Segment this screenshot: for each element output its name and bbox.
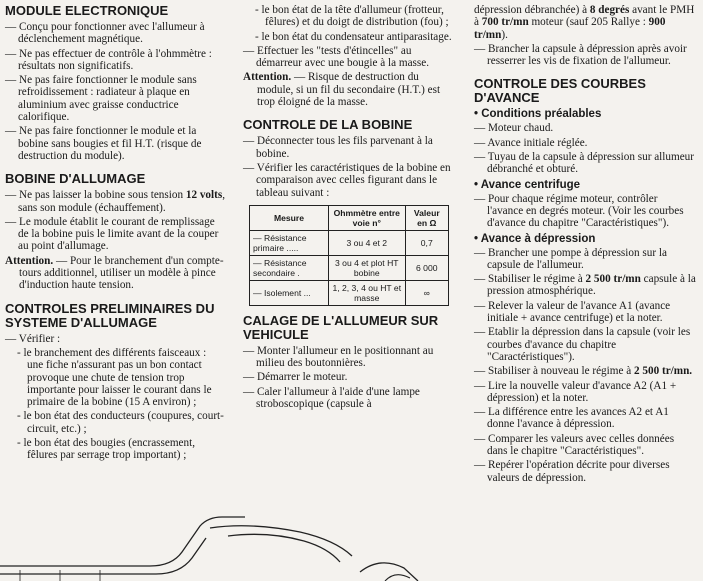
paragraph: — Stabiliser le régime à 2 500 tr/mn capsule à la pression atmosphérique. bbox=[474, 273, 696, 298]
paragraph: — Tuyau de la capsule à dépression sur allumeur débranché et obturé. bbox=[474, 151, 694, 176]
table-header: Mesure bbox=[250, 205, 329, 230]
paragraph: — Repérer l'opération décrite pour diverses valeurs de dépression. bbox=[474, 459, 670, 484]
table-cell: — Résistance secondaire . bbox=[250, 255, 329, 280]
paragraph: — Démarrer le moteur. bbox=[243, 371, 348, 384]
paragraph: — Pour chaque régime moteur, contrôler l'avance en degrés moteur. (Voir les courbes d'avance du chapitre "Caractéristiques"). bbox=[474, 192, 684, 230]
paragraph: — Monter l'allumeur en le positionnant au milieu des boutonnières. bbox=[243, 344, 434, 370]
column-2 bbox=[243, 4, 457, 412]
paragraph: — Moteur chaud. bbox=[474, 122, 554, 135]
paragraph: — Ne pas faire fonctionner le module sans refroidissement : radiateur à plaque en aluminium avec graisse conductrice calorifique. bbox=[5, 74, 197, 124]
paragraph: — Ne pas laisser la bobine sous tension 12 volts, sans son module (échauffement). bbox=[5, 189, 225, 214]
paragraph: — Le module établit le courant de remplissage de la bobine puis le limite avant de la couper au point d'allumage. bbox=[5, 215, 219, 253]
table-cell: — Isolement ... bbox=[250, 280, 329, 305]
sub-item: - le bon état du condensateur antiparasitage. bbox=[255, 30, 452, 43]
sub-item: - le bon état des bougies (encrassement, fêlures par serrage trop important) ; bbox=[17, 437, 196, 462]
paragraph: — Ne pas faire fonctionner le module et la bobine sans bougies et fil H.T. (risque de destruction du module). bbox=[5, 125, 202, 162]
paragraph: — Déconnecter tous les fils parvenant à la bobine. bbox=[243, 135, 433, 160]
heading-calage-allumeur: CALAGE DE L'ALLUMEUR SUR VEHICULE bbox=[243, 312, 439, 342]
paragraph: — La différence entre les avances A2 et A1 donne l'avance à dépression. bbox=[474, 406, 669, 431]
column-3 bbox=[474, 4, 696, 486]
paragraph: — Avance initiale réglée. bbox=[474, 136, 588, 149]
table-cell: 1, 2, 3, 4 ou HT et masse bbox=[329, 280, 406, 305]
heading-controles-preliminaires: CONTROLES PRELIMINAIRES DU SYSTEME D'ALLUMAGE bbox=[5, 300, 215, 330]
table-cell: 3 ou 4 et 2 bbox=[329, 230, 406, 255]
paragraph: — Relever la valeur de l'avance A1 (avance initiale + avance centrifuge) et la noter. bbox=[474, 299, 671, 325]
heading-bobine-allumage: BOBINE D'ALLUMAGE bbox=[5, 171, 146, 187]
column-1 bbox=[5, 4, 225, 464]
heading-controle-bobine: CONTROLE DE LA BOBINE bbox=[243, 117, 413, 133]
bullet-heading: • Avance à dépression bbox=[474, 232, 596, 245]
sub-item: - le bon état des conducteurs (coupures, court-circuit, etc.) ; bbox=[17, 410, 224, 435]
paragraph: — Brancher la capsule à dépression après avoir resserrer les vis de fixation de l'allumeur. bbox=[474, 42, 687, 68]
attention-note: Attention. — Risque de destruction du module, si un fil du secondaire (H.T.) est trop éloigné de la masse. bbox=[243, 71, 441, 109]
table-cell: ∞ bbox=[405, 280, 448, 305]
table-row bbox=[250, 280, 449, 305]
paragraph: — Caler l'allumeur à l'aide d'une lampe stroboscopique (capsule à bbox=[243, 385, 420, 411]
paragraph: — Effectuer les "tests d'étincelles" au démarreur avec une bougie à la masse. bbox=[243, 44, 430, 70]
paragraph: — Lire la nouvelle valeur d'avance A2 (A1 + dépression) et la noter. bbox=[474, 379, 677, 404]
paragraph: — Stabiliser à nouveau le régime à 2 500 tr/mn. bbox=[474, 365, 693, 378]
paragraph-continued: dépression débranchée) à 8 degrés avant le PMH à 700 tr/mn moteur (sauf 205 Rallye : 900 tr/mn). bbox=[474, 4, 695, 41]
paragraph: — Vérifier les caractéristiques de la bobine en comparaison avec celles figurant dans le tableau suivant : bbox=[243, 161, 451, 199]
paragraph: — Comparer les valeurs avec celles données dans le chapitre "Caractéristiques". bbox=[474, 432, 675, 458]
sub-item: - le branchement des différents faisceaux : une fiche n'assurant pas un bon contact provoque une chute de tension trop importante pour laisser le courant dans le primaire de la bobine (15 A environ) ; bbox=[17, 346, 212, 409]
paragraph: — Brancher une pompe à dépression sur la capsule de l'allumeur. bbox=[474, 246, 667, 271]
table-header: Valeur en Ω bbox=[405, 205, 448, 230]
paragraph: — Conçu pour fonctionner avec l'allumeur à déclenchement magnétique. bbox=[5, 21, 205, 46]
coil-spec-table bbox=[249, 205, 449, 306]
table-cell: 0,7 bbox=[405, 230, 448, 255]
bullet-heading: • Conditions préalables bbox=[474, 108, 602, 121]
table-row bbox=[250, 255, 449, 280]
table-cell: 6 000 bbox=[405, 255, 448, 280]
paragraph: — Vérifier : bbox=[5, 332, 61, 345]
heading-controle-courbes: CONTROLE DES COURBES D'AVANCE bbox=[474, 76, 646, 106]
bullet-heading: • Avance centrifuge bbox=[474, 178, 581, 191]
table-header-row bbox=[250, 205, 449, 230]
table-row bbox=[250, 230, 449, 255]
paragraph: — Etablir la dépression dans la capsule (voir les courbes d'avance du chapitre "Caractéristiques"). bbox=[474, 326, 691, 363]
table-header: Ohmmètre entre voie n° bbox=[329, 205, 406, 230]
heading-module-electronique: MODULE ELECTRONIQUE bbox=[5, 3, 169, 18]
paragraph: — Ne pas effectuer de contrôle à l'ohmmètre : résultats non significatifs. bbox=[5, 47, 212, 72]
sub-item: - le bon état de la tête d'allumeur (frotteur, fêlures) et du doigt de distribution (fou) ; bbox=[255, 4, 449, 29]
table-cell: 3 ou 4 et plot HT bobine bbox=[329, 255, 406, 280]
table-cell: — Résistance primaire ..... bbox=[250, 230, 329, 255]
attention-note: Attention. — Pour le branchement d'un compte-tours additionnel, utiliser un modèle à pince d'induction haute tension. bbox=[5, 254, 224, 292]
